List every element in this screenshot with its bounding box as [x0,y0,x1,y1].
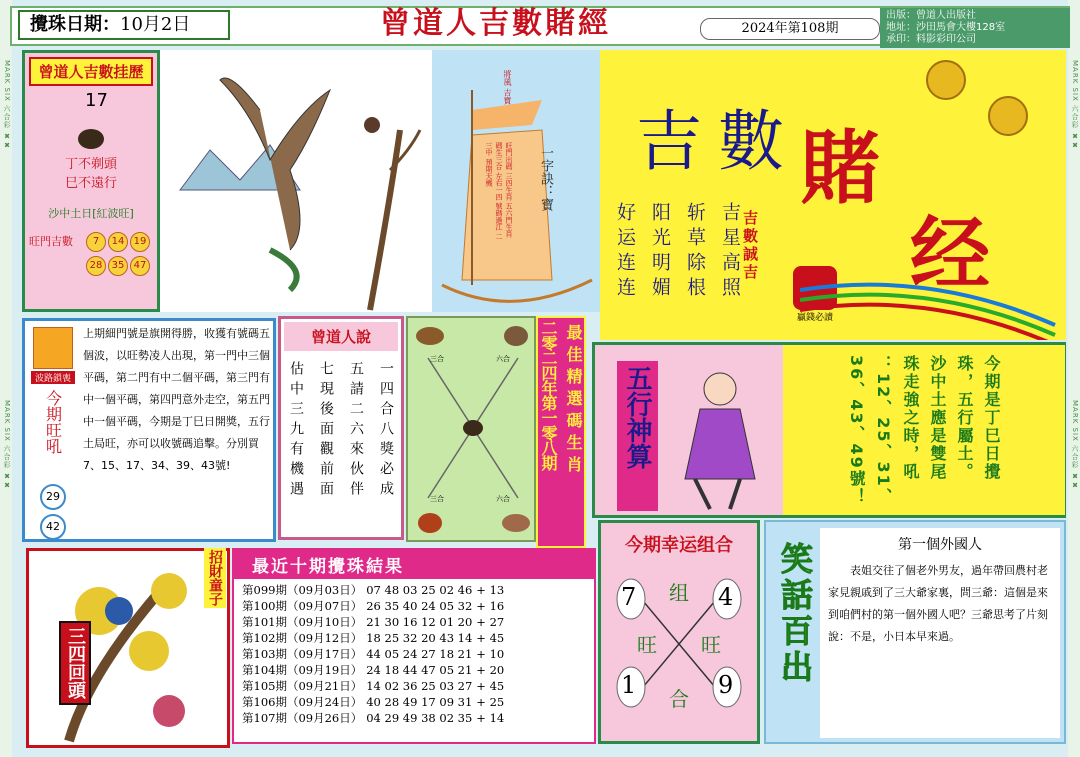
five-col: ：12、25、31、 [874,355,893,506]
history-panel [22,50,160,312]
combo-word: 组 [669,581,689,605]
printer: 承印：料影彩印公司 [886,34,976,45]
wang-title: 今期旺吼 [43,390,63,454]
history-number: 17 [85,90,108,111]
joke-text: 表姐交往了個老外男友，過年帶回農村老家見親戚到了三大爺家裏，問三爺：這個是來到咱們村的第一個外國人吧？三爺思考了片刻說：不是，小日本早來過。 [828,564,1048,643]
boat-sail-text [484,142,514,242]
result-numbers: 14 02 36 25 03 27 [366,679,473,693]
lucky-ball: 19 [130,232,150,252]
draw-date-label: 攪珠日期： [30,14,120,35]
combo-panel [598,520,760,744]
lucky-ball: 14 [108,232,128,252]
lucky-ball: 28 [86,256,106,276]
select-col-1: 最佳精選碼生肖 [564,324,583,478]
result-special: + 20 [476,663,505,677]
boat-flag: 將風 吉寶 [503,70,512,105]
sail-line: 旺門出碼 三四生肖 [505,142,513,201]
combo-word: 旺 [701,633,721,657]
result-period: 第105期（09月21日） [242,679,363,693]
wang-left [27,323,79,538]
page-title: 曾道人吉數賭經 [380,6,611,41]
result-special: + 10 [476,647,505,661]
say-title: 曾道人說 [284,322,398,351]
boat-panel [432,50,600,312]
five-text [783,345,1065,515]
joke-title: 第一個外國人 [898,537,982,553]
child-panel [26,548,230,748]
result-period: 第106期（09月24日） [242,695,363,709]
history-line-1: 丁不剃頭 [64,157,117,172]
combo-word: 合 [669,687,689,711]
history-element: 沙中土日[紅波旺] [48,207,134,220]
right-border-text-2: MARK SIX 六合彩 ✖✖ [1071,400,1079,491]
gold-coin-icon [988,96,1028,136]
say-panel [278,316,404,540]
wang-ball: 29 [40,484,66,510]
say-col: 估中三九有機遇 [288,361,304,501]
poem-col: 阳光明媚 [649,202,671,302]
zodiac-panel [406,316,536,542]
result-row [240,694,506,710]
sail-line: 左右一四 號碼過江 [495,172,503,231]
combo-num: 9 [718,671,734,699]
left-border-text: MARK SIX 六合彩 ✖✖ [3,60,11,151]
result-period: 第104期（09月19日） [242,663,363,677]
rainbow-swoosh [800,230,1060,340]
zodiac-label: 三合 [430,495,444,503]
lucky-ball: 35 [108,256,128,276]
lucky-panel [600,50,1066,340]
result-numbers: 44 05 24 27 18 21 [366,647,473,661]
eagle-illustration [160,50,432,312]
result-numbers: 24 18 44 47 05 21 [366,663,473,677]
lucky-row-1 [85,229,151,253]
wang-panel [22,318,276,542]
result-period: 第100期（09月07日） [242,599,363,613]
result-period: 第101期（09月10日） [242,615,363,629]
sail-line: 二三中 預期天機 [485,142,503,240]
child-illustration [665,349,775,514]
lucky-label: 旺門吉數 [29,235,73,248]
result-special: + 45 [476,631,505,645]
result-period: 第099期（09月03日） [242,583,363,597]
result-row [240,582,506,598]
poem-col: 好运连连 [614,202,636,302]
right-border-text: MARK SIX 六合彩 ✖✖ [1071,60,1079,151]
result-special: + 13 [476,583,505,597]
result-period: 第103期（09月17日） [242,647,363,661]
poem-col: 斩草除根 [684,202,706,302]
select-col-2: 二零二四年第一零八期 [539,320,558,470]
result-row [240,630,506,646]
wang-text: 上期細門號是旗開得勝，收獲有號碼五個波，以旺勢凌人出現，第一門中三個平碼，第二門有中二個平碼，第三門有中一個平碼，第四門意外走空，第五門中一個平碼，今期是丁巳日開獎，五行土局旺，亦可以收號碼追擊。分別買7、15、17、34、39、43號! [83,327,270,472]
joke-side: 笑話百出 [776,542,814,686]
child-label: 三四回頭 [59,621,91,705]
result-numbers: 18 25 32 20 43 14 [366,631,473,645]
zodiac-label: 三合 [430,355,444,363]
history-line-2: 巳不遠行 [64,176,117,191]
result-special: + 14 [476,711,505,725]
lucky-row-2 [25,253,157,277]
combo-title: 今期幸运组合 [625,535,733,556]
result-row [240,614,506,630]
result-numbers: 04 29 49 38 02 35 [366,711,473,725]
five-col: 36、43、49號！ [847,355,866,506]
result-numbers: 26 35 40 24 05 32 [366,599,473,613]
combo-num: 7 [621,583,637,611]
result-period: 第102期（09月12日） [242,631,363,645]
wang-badge [33,327,73,369]
lucky-ball: 7 [86,232,106,252]
result-period: 第107期（09月26日） [242,711,363,725]
result-row [240,710,506,726]
result-row [240,678,506,694]
result-numbers: 07 48 03 25 02 46 [366,583,473,597]
five-title: 五行神算 [617,361,658,511]
sail-line: 五六門生肖 碼生三合 [495,142,513,238]
say-col: 七現後面觀前面 [318,361,334,501]
lucky-big-char-1: 吉 [636,103,702,180]
combo-num: 1 [621,671,637,699]
zodiac-cross [408,318,538,544]
wang-ball: 42 [40,514,66,540]
boat-image [432,50,600,312]
result-panel [232,548,596,744]
publisher: 出版：曾道人出版社 [886,10,976,21]
five-col: 今期是丁巳日攪 [982,355,1001,481]
result-special: + 27 [476,615,505,629]
five-col: 珠，五行屬土。 [955,355,974,481]
select-panel [536,316,586,548]
history-title: 曾道人吉數挂歷 [29,57,153,86]
badge-label: 贏錢必讀 [796,313,833,323]
issue-number: 2024年第108期 [700,18,880,40]
combo-word: 旺 [637,633,657,657]
joke-panel [764,520,1066,744]
zodiac-label: 六合 [496,495,510,503]
snake-icon [78,129,104,149]
gold-coin-icon [926,60,966,100]
lucky-big-char-4: 经 [910,208,990,301]
poem-col: 吉星高照 [719,202,741,302]
result-table [240,582,506,726]
wang-badge-label: 波路鎖喪 [31,371,75,384]
joke-text-box [820,528,1060,738]
draw-date-value: 10月2日 [120,14,191,35]
result-special: + 45 [476,679,505,693]
five-panel [592,342,1066,518]
result-numbers: 21 30 16 12 01 20 [366,615,473,629]
result-title: 最近十期攪珠結果 [234,550,594,579]
result-row [240,646,506,662]
combo-board [613,569,745,719]
combo-num: 4 [718,583,734,611]
five-col: 珠走強之時，吼 [901,355,920,481]
result-special: + 25 [476,695,505,709]
result-special: + 16 [476,599,505,613]
five-col: 沙中土應是雙尾 [928,355,947,481]
zodiac-label: 六合 [496,355,510,363]
lucky-side-label: 吉數誠吉 [741,210,759,282]
child-image [665,349,775,514]
lucky-ball: 47 [130,256,150,276]
lucky-big-char-2: 數 [718,103,784,180]
lucky-poem [612,202,744,302]
result-row [240,662,506,678]
say-col: 五請二六來伙伴 [348,361,364,501]
draw-date [18,10,230,40]
left-border-text-2: MARK SIX 六合彩 ✖✖ [3,400,11,491]
lucky-big-char-3: 賭 [800,122,880,215]
child-title: 招財童子 [204,548,226,608]
result-numbers: 40 28 49 17 09 31 [366,695,473,709]
eagle-snake-image [160,50,432,312]
say-col: 一四合八獎必成 [378,361,394,501]
address: 地址：沙田馬會大樓128室 [886,22,1006,33]
boat-title: 一字訣：寶 [538,146,553,211]
result-row [240,598,506,614]
publisher-info [880,8,1070,48]
